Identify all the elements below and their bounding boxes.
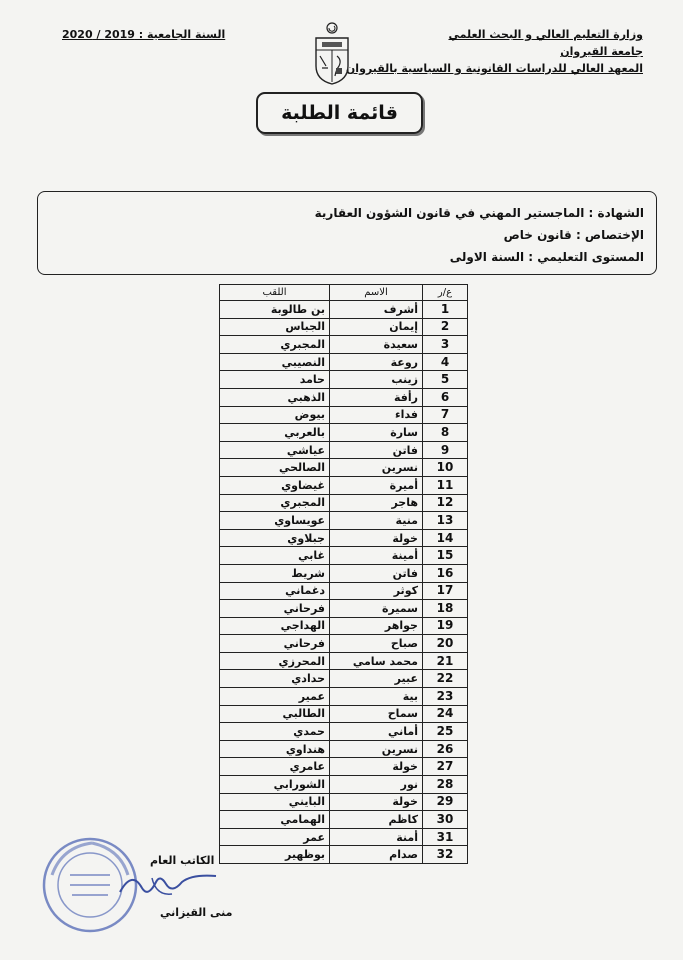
row-last-name: عياشي (220, 441, 330, 459)
row-number: 28 (423, 776, 468, 794)
table-row (220, 424, 468, 442)
row-first-name: سارة (330, 424, 423, 442)
row-number: 1 (423, 301, 468, 319)
row-last-name: حدادي (220, 670, 330, 688)
row-first-name: كوثر (330, 582, 423, 600)
row-number: 5 (423, 371, 468, 389)
row-number: 29 (423, 793, 468, 811)
row-first-name: سماح (330, 705, 423, 723)
row-number: 23 (423, 688, 468, 706)
row-number: 32 (423, 846, 468, 864)
table-row (220, 811, 468, 829)
row-last-name: هنداوي (220, 740, 330, 758)
row-last-name: فرحاني (220, 600, 330, 618)
row-first-name: صدام (330, 846, 423, 864)
row-first-name: أشرف (330, 301, 423, 319)
row-last-name: الشورابي (220, 776, 330, 794)
row-first-name: محمد سامي (330, 652, 423, 670)
table-row (220, 388, 468, 406)
row-number: 24 (423, 705, 468, 723)
row-number: 21 (423, 652, 468, 670)
table-row (220, 846, 468, 864)
table-row (220, 564, 468, 582)
students-table (219, 284, 468, 864)
signer-title: الكاتب العام (150, 854, 215, 867)
row-number: 11 (423, 476, 468, 494)
row-last-name: بوظهير (220, 846, 330, 864)
row-last-name: المحرزي (220, 652, 330, 670)
table-row (220, 600, 468, 618)
row-number: 20 (423, 635, 468, 653)
row-number: 6 (423, 388, 468, 406)
row-last-name: الهمامي (220, 811, 330, 829)
page-title: قائمة الطلبة (256, 92, 423, 134)
row-number: 16 (423, 564, 468, 582)
row-first-name: خولة (330, 529, 423, 547)
row-number: 31 (423, 828, 468, 846)
institute-name: المعهد العالي للدراسات القانونية و السياسية بالقيروان (345, 62, 643, 75)
program-info-box (37, 191, 657, 275)
row-first-name: فاتن (330, 564, 423, 582)
row-number: 30 (423, 811, 468, 829)
table-row (220, 441, 468, 459)
row-number: 2 (423, 318, 468, 336)
row-number: 27 (423, 758, 468, 776)
row-first-name: منية (330, 512, 423, 530)
header-number: ع/ر (423, 285, 468, 301)
row-first-name: بية (330, 688, 423, 706)
row-first-name: سعيدة (330, 336, 423, 354)
row-last-name: غابي (220, 547, 330, 565)
university-name: جامعة القيروان (560, 45, 643, 58)
table-row (220, 301, 468, 319)
signer-name: منى القيزاني (160, 906, 233, 919)
table-header-row (220, 285, 468, 301)
row-number: 8 (423, 424, 468, 442)
row-last-name: حامد (220, 371, 330, 389)
header-institution (345, 26, 643, 77)
row-first-name: فداء (330, 406, 423, 424)
academic-year: السنة الجامعية : 2019 / 2020 (62, 28, 226, 41)
table-row (220, 371, 468, 389)
row-first-name: أماني (330, 723, 423, 741)
table-row (220, 459, 468, 477)
table-row (220, 512, 468, 530)
table-row (220, 705, 468, 723)
row-number: 17 (423, 582, 468, 600)
row-first-name: صباح (330, 635, 423, 653)
row-last-name: فرحاني (220, 635, 330, 653)
row-last-name: الطالبي (220, 705, 330, 723)
row-number: 13 (423, 512, 468, 530)
row-first-name: نور (330, 776, 423, 794)
row-number: 10 (423, 459, 468, 477)
row-first-name: أمنة (330, 828, 423, 846)
row-number: 22 (423, 670, 468, 688)
row-first-name: هاجر (330, 494, 423, 512)
row-last-name: الذهبي (220, 388, 330, 406)
row-first-name: إيمان (330, 318, 423, 336)
row-last-name: جبلاوي (220, 529, 330, 547)
row-last-name: حمدي (220, 723, 330, 741)
row-first-name: زينب (330, 371, 423, 389)
table-row (220, 793, 468, 811)
table-row (220, 828, 468, 846)
row-first-name: خولة (330, 793, 423, 811)
row-last-name: البايني (220, 793, 330, 811)
table-row (220, 776, 468, 794)
row-last-name: شريط (220, 564, 330, 582)
table-row (220, 476, 468, 494)
table-row (220, 670, 468, 688)
row-last-name: الهداجي (220, 617, 330, 635)
row-last-name: بالعربي (220, 424, 330, 442)
table-row (220, 652, 468, 670)
row-first-name: فاتن (330, 441, 423, 459)
table-row (220, 406, 468, 424)
table-row (220, 758, 468, 776)
row-number: 7 (423, 406, 468, 424)
table-row (220, 547, 468, 565)
row-number: 26 (423, 740, 468, 758)
row-last-name: دغماني (220, 582, 330, 600)
row-first-name: نسرين (330, 459, 423, 477)
header-last-name: اللقب (220, 285, 330, 301)
row-number: 25 (423, 723, 468, 741)
row-number: 4 (423, 353, 468, 371)
header-first-name: الاسم (330, 285, 423, 301)
table-row (220, 723, 468, 741)
row-last-name: بن طالوبة (220, 301, 330, 319)
row-last-name: غيضاوي (220, 476, 330, 494)
row-first-name: سميرة (330, 600, 423, 618)
row-first-name: روعة (330, 353, 423, 371)
row-first-name: أميرة (330, 476, 423, 494)
table-row (220, 494, 468, 512)
row-last-name: عويساوي (220, 512, 330, 530)
row-last-name: المجبري (220, 494, 330, 512)
level-line: المستوى التعليمي : السنة الاولى (449, 250, 644, 264)
table-row (220, 740, 468, 758)
table-row (220, 529, 468, 547)
row-number: 3 (423, 336, 468, 354)
row-number: 12 (423, 494, 468, 512)
row-last-name: الصالحي (220, 459, 330, 477)
table-row (220, 318, 468, 336)
row-last-name: عمر (220, 828, 330, 846)
specialty-line: الإختصاص : قانون خاص (503, 228, 644, 242)
table-row (220, 617, 468, 635)
row-number: 18 (423, 600, 468, 618)
ministry-name: وزارة التعليم العالي و البحث العلمي (448, 28, 643, 41)
degree-line: الشهادة : الماجستير المهني في قانون الشؤون العقارية (314, 206, 644, 220)
table-row (220, 635, 468, 653)
table-row (220, 582, 468, 600)
row-first-name: عبير (330, 670, 423, 688)
row-number: 14 (423, 529, 468, 547)
row-first-name: رأفة (330, 388, 423, 406)
row-last-name: النصيبي (220, 353, 330, 371)
row-number: 9 (423, 441, 468, 459)
row-last-name: المجبري (220, 336, 330, 354)
row-last-name: عامري (220, 758, 330, 776)
tunisia-emblem-icon (312, 20, 352, 86)
row-last-name: عمير (220, 688, 330, 706)
row-first-name: أمينة (330, 547, 423, 565)
row-last-name: بيوض (220, 406, 330, 424)
row-last-name: الجباس (220, 318, 330, 336)
table-row (220, 353, 468, 371)
row-first-name: نسرين (330, 740, 423, 758)
row-first-name: خولة (330, 758, 423, 776)
row-number: 19 (423, 617, 468, 635)
row-first-name: كاظم (330, 811, 423, 829)
table-row (220, 336, 468, 354)
table-row (220, 688, 468, 706)
row-first-name: جواهر (330, 617, 423, 635)
row-number: 15 (423, 547, 468, 565)
